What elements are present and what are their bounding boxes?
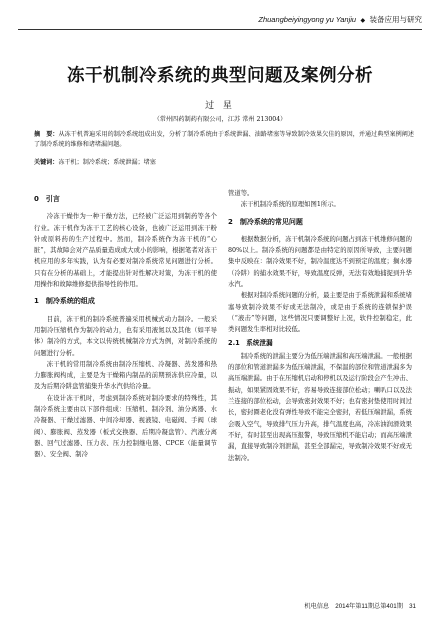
page-footer: 机电信息 2014年第11期总第401期 31 [304, 603, 416, 610]
section-heading: 1 制冷系统的组成 [34, 297, 95, 306]
abstract-text: 从冻干机普遍采用的制冷系统组成出发，分析了制冷系统由于系统泄漏、油路堵塞等导致制冷效果欠佳的原因，并通过典型案例阐述了制冷系统的维修和诸堵漏问题。 [34, 131, 415, 148]
paragraph: 制冷系统的泄漏主要分为低压端泄漏和高压端泄漏。一般根据的部位和管道泄漏多为低压端泄漏，不保温的部位和管道泄漏多为高压端泄漏。由于在压缩机启动和停机以及运行阶段会产生冲击、振动，如果紧固效果不好，容易导致连接部位松动；喇叭口以及法兰连接的部位松动，会导致密封效果不好；也有密封垫使用时间过长，密封圈老化没有弹性导致不能完全密封，若低压端泄漏，系统会吸入空气，导致排气压力升高，排气温度也高，冷冻油润滑效果不好，有时甚至出现高压报警，导致压缩机不能启动；而高压端泄漏，直接导致制冷剂泄漏，甚至全部漏完，导致制冷效果不好或无法制冷。 [228, 352, 412, 462]
journal-pinyin: Zhuangbeiyingyong yu Yanjiu [258, 15, 357, 24]
right-column [228, 188, 412, 464]
paragraph: 根据对制冷系统问题的分析，最主要是由于系统泄漏和系统堵塞导致制冷效果不好或无法制冷，或是由于系统的连锁保护误（“液击”等问题，这些情况只要调整好上况，软件控制稳定，此类问题发生率相对比较低。 [228, 292, 412, 334]
diamond-icon: ◆ [360, 17, 366, 24]
paragraph: 冻干机制冷系统的原理如图1所示。 [240, 201, 340, 209]
keywords [34, 158, 414, 167]
article-title: 冻干机制冷系统的典型问题及案例分析 [67, 66, 373, 86]
keywords-text: 冻干机；制冷系统；系统泄漏；堵塞 [58, 159, 156, 166]
section-heading: 0 引言 [34, 195, 60, 203]
paragraph: 管道等。 [228, 190, 254, 197]
abstract-label: 摘 要： [34, 131, 59, 138]
journal-name: 装备应用与研究 [369, 15, 422, 24]
section-heading: 2 制冷系统的常见问题 [228, 217, 303, 226]
paragraph: 冷冻干燥作为一种干燥方法，已经被广泛运用到制药等各个行业。冻干机作为冻干工艺的核心设备，也被广泛运用到冻干粉针或原料药的生产过程中。然而，制冷系统作为冻干机的“心脏”，其故障会对产品质量造成或大或小的影响，根据笔者对冻干机应用的多年实践，认为有必要对制冷系统常见问题进行分析。只有在分析的基础上，才能提出针对性解决对策，为冻干机的使用操作和故障维修提供指导性的作用。 [34, 213, 217, 289]
abstract [34, 130, 414, 150]
subsection-heading: 2.1 系统泄漏 [228, 338, 273, 347]
keywords-label: 关键词： [34, 159, 59, 166]
author-affiliation: （常州四药制药有限公司，江苏 常州 213004） [153, 116, 287, 123]
running-header [18, 14, 422, 30]
paragraph: 根据数据分析，冻干机制冷系统的问题占到冻干机维修问题的80%以上。制冷系统的问题都是由特定的原因所导致，主要问题集中反映在：制冷效果不好，制冷温度达不到预定的温度；搁水器（冷阱）的捕水效果不好，导致温度反弹，无法有效地捕捉到升华水汽。 [228, 235, 412, 289]
paragraph: 在设计冻干机时，考虑到制冷系统对制冷要求的特殊性，其制冷系统主要由以下部件组成：压缩机、制冷剂、油分离器、水冷凝器、干燥过滤器、中间冷却器、视液镜、电磁阀、手阀（球阀）、膨胀阀、蒸发器（板式交换器、后期冷凝盘管）、汽液分离器、回气过滤器、压力表、压力控制继电器、CPCE（能量调节器）、安全阀、制冷 [34, 394, 217, 459]
paragraph: 冻干机的常用制冷系统由制冷压缩机、冷凝器、蒸发器和热力膨胀阀构成，主要是为干燥箱内制品的前期预冻供应冷量，以及为后期冷阱盘管捕集升华水汽供给冷量。 [34, 360, 217, 391]
paragraph: 目前，冻干机的制冷系统普遍采用机械式动力制冷。一般采用制冷压缩机作为制冷的动力，也有采用液氮以及其他（如平导体）制冷的方式，本文以传统机械制冷方式为例，对制冷系统的问题进行分析。 [34, 315, 217, 357]
author-name: 过 星 [205, 101, 235, 111]
left-column [34, 188, 217, 461]
